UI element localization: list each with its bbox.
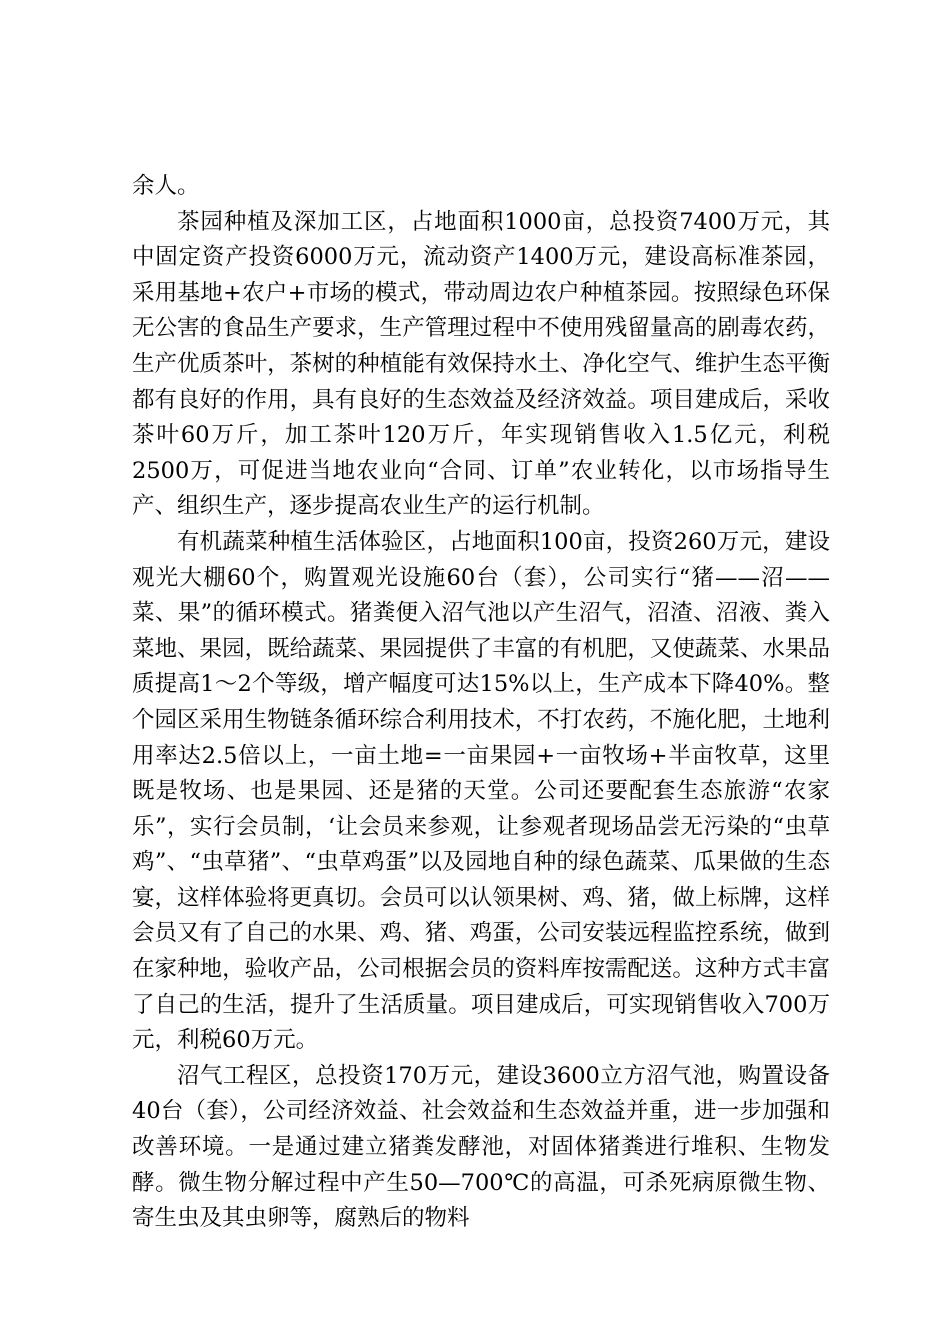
paragraph-continuation: 余人。 <box>132 173 200 199</box>
paragraph-tea-garden: 茶园种植及深加工区，占地面积1000亩，总投资7400万元，其中固定资产投资6000万元，流动资产1400万元，建设高标准茶园，采用基地+农户+市场的模式，带动周边农户种植茶园。按照绿色环保无公害的食品生产要求，生产管理过程中不使用残留量高的剧毒农药，生产优质茶叶，茶树的种植能有效保持水土、净化空气、维护生态平衡都有良好的作用，具有良好的生态效益及经济效益。项目建成后，采收茶叶60万斤，加工茶叶120万斤，年实现销售收入1.5亿元，利税2500万，可促进当地农业向“合同、订单”农业转化，以市场指导生产、组织生产，逐步提高农业生产的运行机制。 <box>132 208 830 520</box>
document-page <box>132 169 830 1237</box>
paragraph-biogas: 沼气工程区，总投资170万元，建设3600立方沼气池，购置设备40台（套），公司经济效益、社会效益和生态效益并重，进一步加强和改善环境。一是通过建立猪粪发酵池，对固体猪粪进行堆积、生物发酵。微生物分解过程中产生50—700℃的高温，可杀死病原微生物、寄生虫及其虫卵等，腐熟后的物料 <box>132 1062 830 1232</box>
paragraph-organic-vegetables: 有机蔬菜种植生活体验区，占地面积100亩，投资260万元，建设观光大棚60个，购置观光设施60台（套），公司实行“猪——沼——菜、果”的循环模式。猪粪便入沼气池以产生沼气，沼渣、沼液、粪入菜地、果园，既给蔬菜、果园提供了丰富的有机肥，又使蔬菜、水果品质提高1～2个等级，增产幅度可达15%以上，生产成本下降40%。整个园区采用生物链条循环综合利用技术，不打农药，不施化肥，土地利用率达2.5倍以上，一亩土地=一亩果园+一亩牧场+半亩牧草，这里既是牧场、也是果园、还是猪的天堂。公司还要配套生态旅游“农家乐”，实行会员制，‘让会员来参观，让参观者现场品尝无污染的“虫草鸡”、“虫草猪”、“虫草鸡蛋”以及园地自种的绿色蔬菜、瓜果做的生态宴，这样体验将更真切。会员可以认领果树、鸡、猪，做上标牌，这样会员又有了自己的水果、鸡、猪、鸡蛋，公司安装远程监控系统，做到在家种地，验收产品，公司根据会员的资料库按需配送。这种方式丰富了自己的生活，提升了生活质量。项目建成后，可实现销售收入700万元，利税60万元。 <box>132 528 830 1054</box>
